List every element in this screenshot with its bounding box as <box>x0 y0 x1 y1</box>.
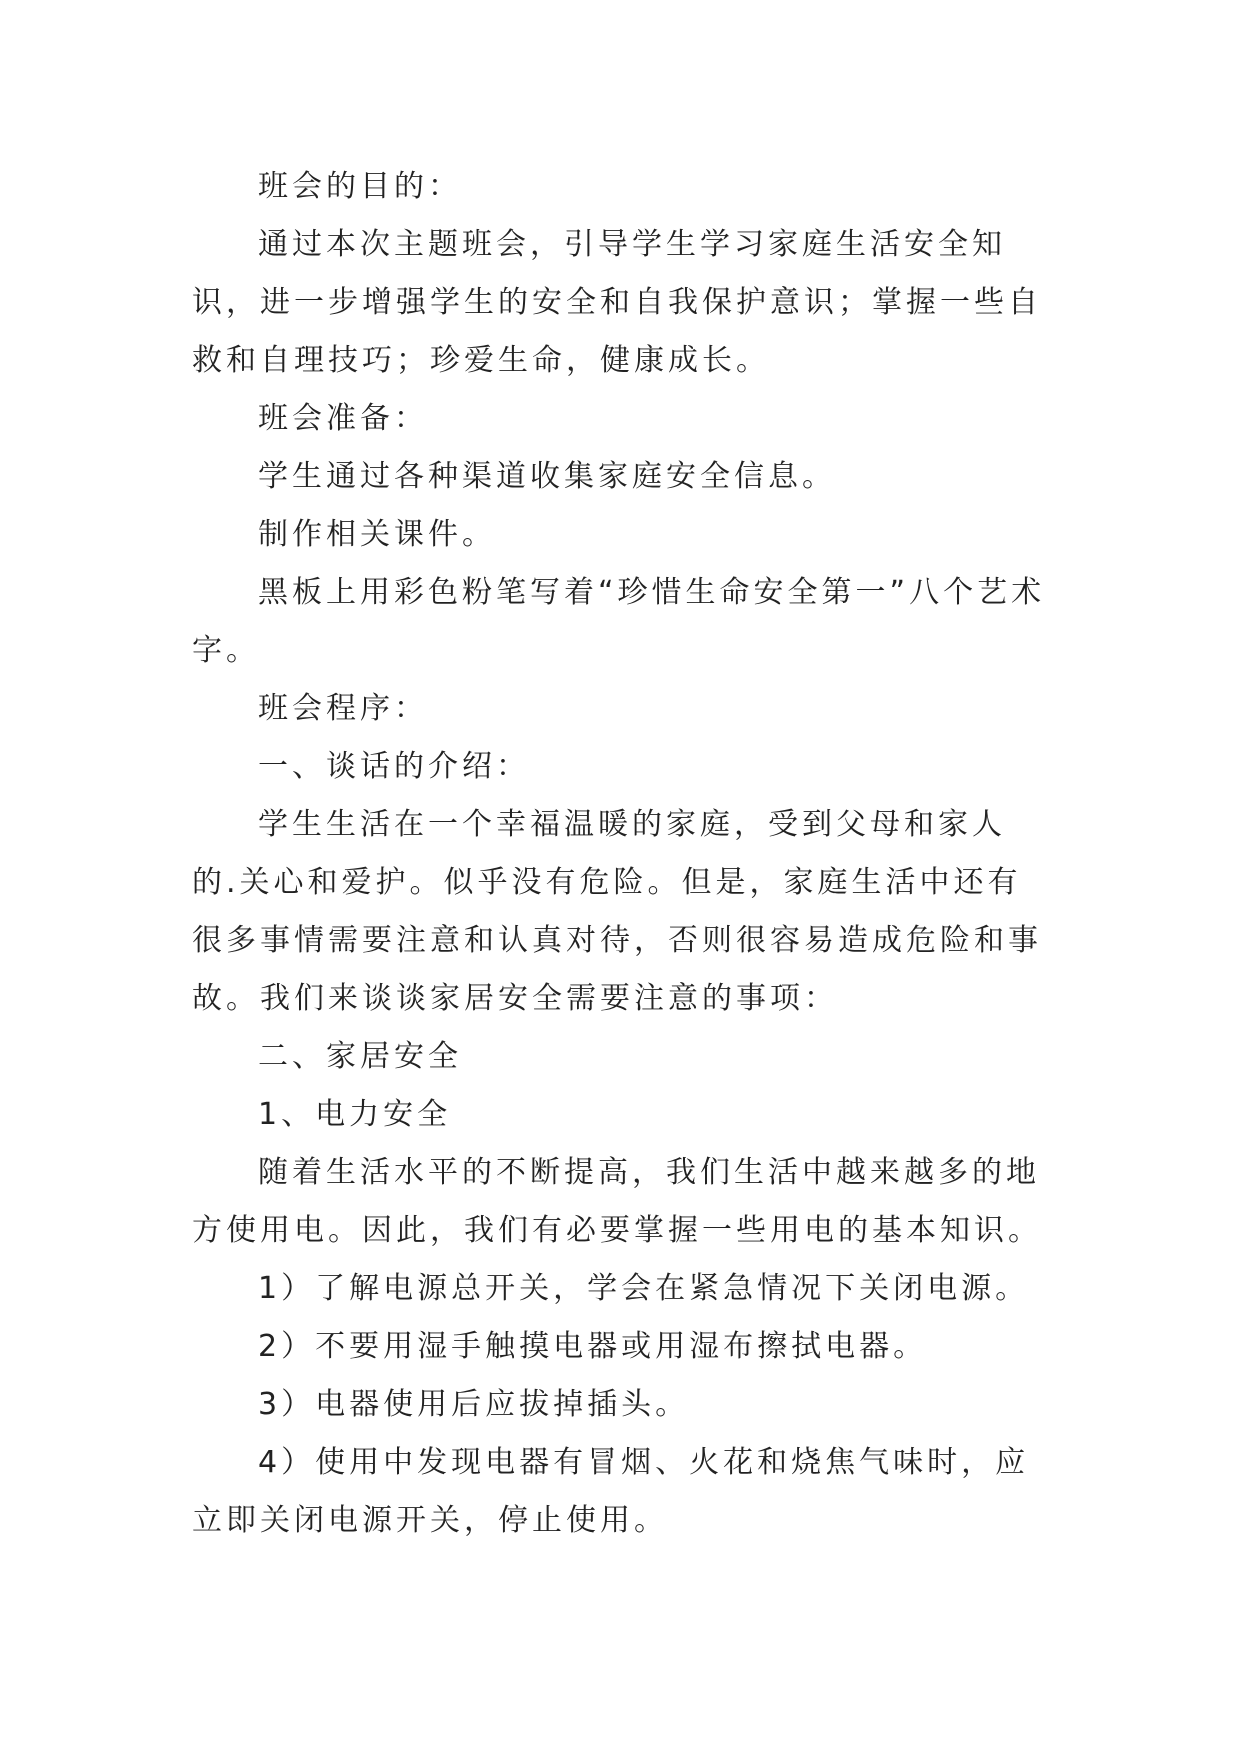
heading-preparation: 班会准备： <box>258 401 428 436</box>
list-item-4: 4）使用中发现电器有冒烟、火花和烧焦气味时，应立即关闭电源开关，停止使用。 <box>192 1445 1030 1538</box>
paragraph-preparation-2: 制作相关课件。 <box>258 517 496 552</box>
list-item-2: 2）不要用湿手触摸电器或用湿布擦拭电器。 <box>258 1329 928 1364</box>
heading-procedure: 班会程序： <box>258 691 428 726</box>
paragraph-preparation-3: 黑板上用彩色粉笔写着“珍惜生命安全第一”八个艺术字。 <box>192 575 1046 668</box>
paragraph-purpose-text: 通过本次主题班会，引导学生学习家庭生活安全知识，进一步增强学生的安全和自我保护意识；掌握一些自救和自理技巧；珍爱生命，健康成长。 <box>192 227 1042 378</box>
heading-intro: 一、谈话的介绍： <box>258 749 530 784</box>
paragraph-electric-intro: 随着生活水平的不断提高，我们生活中越来越多的地方使用电。因此，我们有必要掌握一些用电的基本知识。 <box>192 1155 1042 1248</box>
heading-purpose: 班会的目的： <box>258 169 462 204</box>
heading-home-safety: 二、家居安全 <box>258 1039 462 1074</box>
paragraph-intro-text: 学生生活在一个幸福温暖的家庭，受到父母和家人的.关心和爱护。似乎没有危险。但是，家庭生活中还有很多事情需要注意和认真对待，否则很容易造成危险和事故。我们来谈谈家居安全需要注意的事项： <box>192 807 1042 1016</box>
list-item-1: 1）了解电源总开关，学会在紧急情况下关闭电源。 <box>258 1271 1030 1306</box>
heading-electric-safety: 1、电力安全 <box>258 1097 452 1132</box>
list-item-3: 3）电器使用后应拔掉插头。 <box>258 1387 690 1422</box>
document-body <box>192 158 1052 1550</box>
paragraph-preparation-1: 学生通过各种渠道收集家庭安全信息。 <box>258 459 836 494</box>
